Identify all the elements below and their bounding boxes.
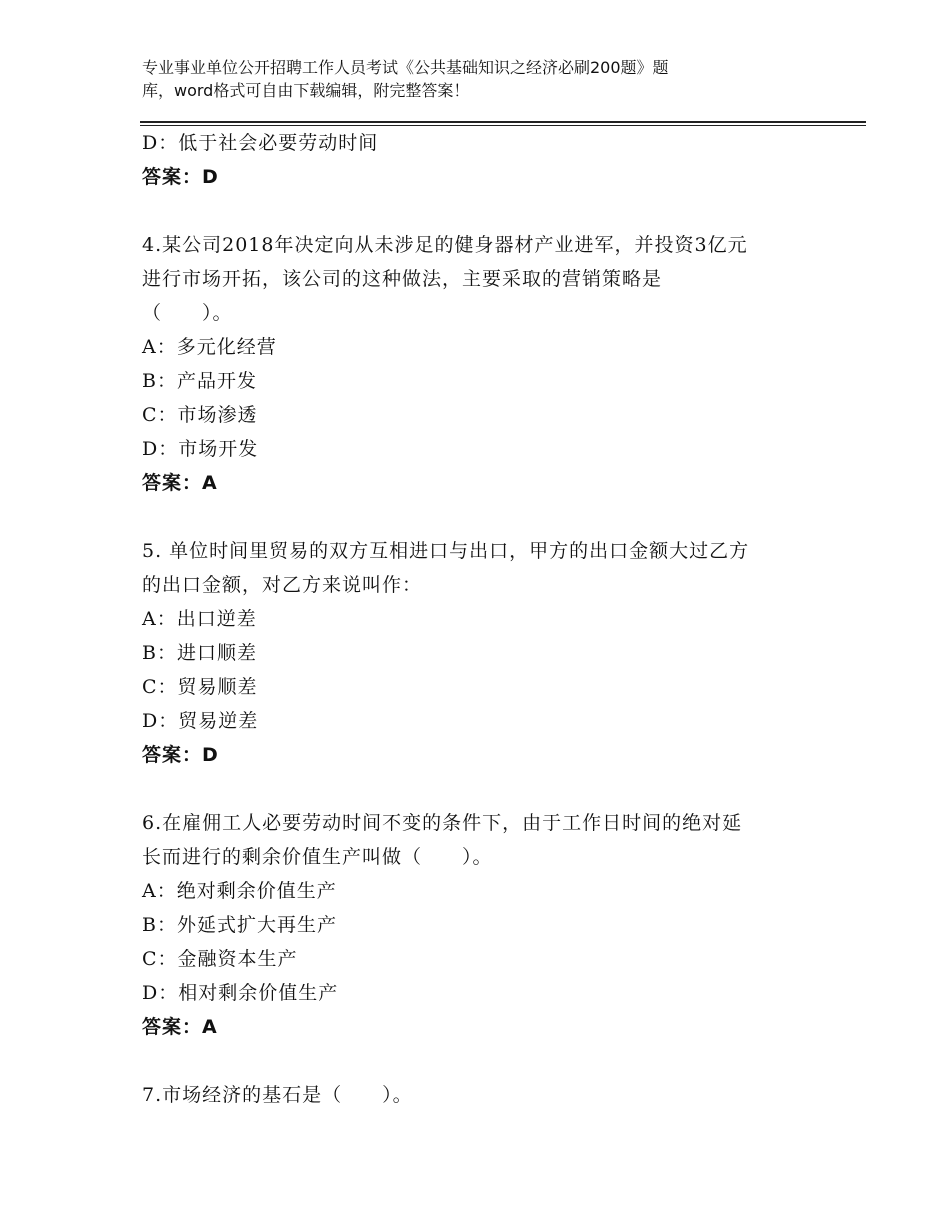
question-stem-line: 的出口金额，对乙方来说叫作： [142, 574, 423, 596]
option-a: A：绝对剩余价值生产 [142, 880, 337, 902]
question-stem-line: 进行市场开拓，该公司的这种做法，主要采取的营销策略是 [142, 268, 663, 290]
option-d: D：相对剩余价值生产 [142, 982, 339, 1004]
question-4 [142, 228, 822, 500]
question-stem-line: （ ）。 [142, 302, 233, 324]
answer-label: 答案：D [142, 744, 219, 766]
question-stem-line: 4.某公司2018年决定向从未涉足的健身器材产业进军，并投资3亿元 [142, 234, 748, 256]
option-b: B：进口顺差 [142, 642, 257, 664]
spacer [142, 500, 822, 534]
question-7 [142, 1078, 822, 1112]
question-3-continuation [142, 126, 822, 194]
option-a: A：出口逆差 [142, 608, 257, 630]
spacer [142, 1044, 822, 1078]
option-c: C：市场渗透 [142, 404, 258, 426]
answer-label: 答案：D [142, 166, 219, 188]
answer-label: 答案：A [142, 1016, 218, 1038]
question-6 [142, 806, 822, 1044]
question-5 [142, 534, 822, 772]
option-c: C：金融资本生产 [142, 948, 298, 970]
spacer [142, 772, 822, 806]
header-divider [140, 121, 866, 123]
answer-label: 答案：A [142, 472, 218, 494]
document-header [142, 56, 782, 102]
spacer [142, 194, 822, 228]
option-b: B：外延式扩大再生产 [142, 914, 337, 936]
option-a: A：多元化经营 [142, 336, 277, 358]
option-c: C：贸易顺差 [142, 676, 258, 698]
option-b: B：产品开发 [142, 370, 257, 392]
question-stem-line: 5. 单位时间里贸易的双方互相进口与出口，甲方的出口金额大过乙方 [142, 540, 750, 562]
question-list [142, 126, 822, 1112]
question-stem-line: 长而进行的剩余价值生产叫做（ ）。 [142, 846, 493, 868]
option-d: D：低于社会必要劳动时间 [142, 132, 379, 154]
question-stem-line: 7.市场经济的基石是（ ）。 [142, 1084, 413, 1106]
header-title-line-2: 库，word格式可自由下载编辑，附完整答案！ [142, 81, 470, 100]
question-stem-line: 6.在雇佣工人必要劳动时间不变的条件下，由于工作日时间的绝对延 [142, 812, 743, 834]
option-d: D：市场开发 [142, 438, 259, 460]
option-d: D：贸易逆差 [142, 710, 259, 732]
header-title-line-1: 专业事业单位公开招聘工作人员考试《公共基础知识之经济必刷200题》题 [142, 58, 669, 77]
